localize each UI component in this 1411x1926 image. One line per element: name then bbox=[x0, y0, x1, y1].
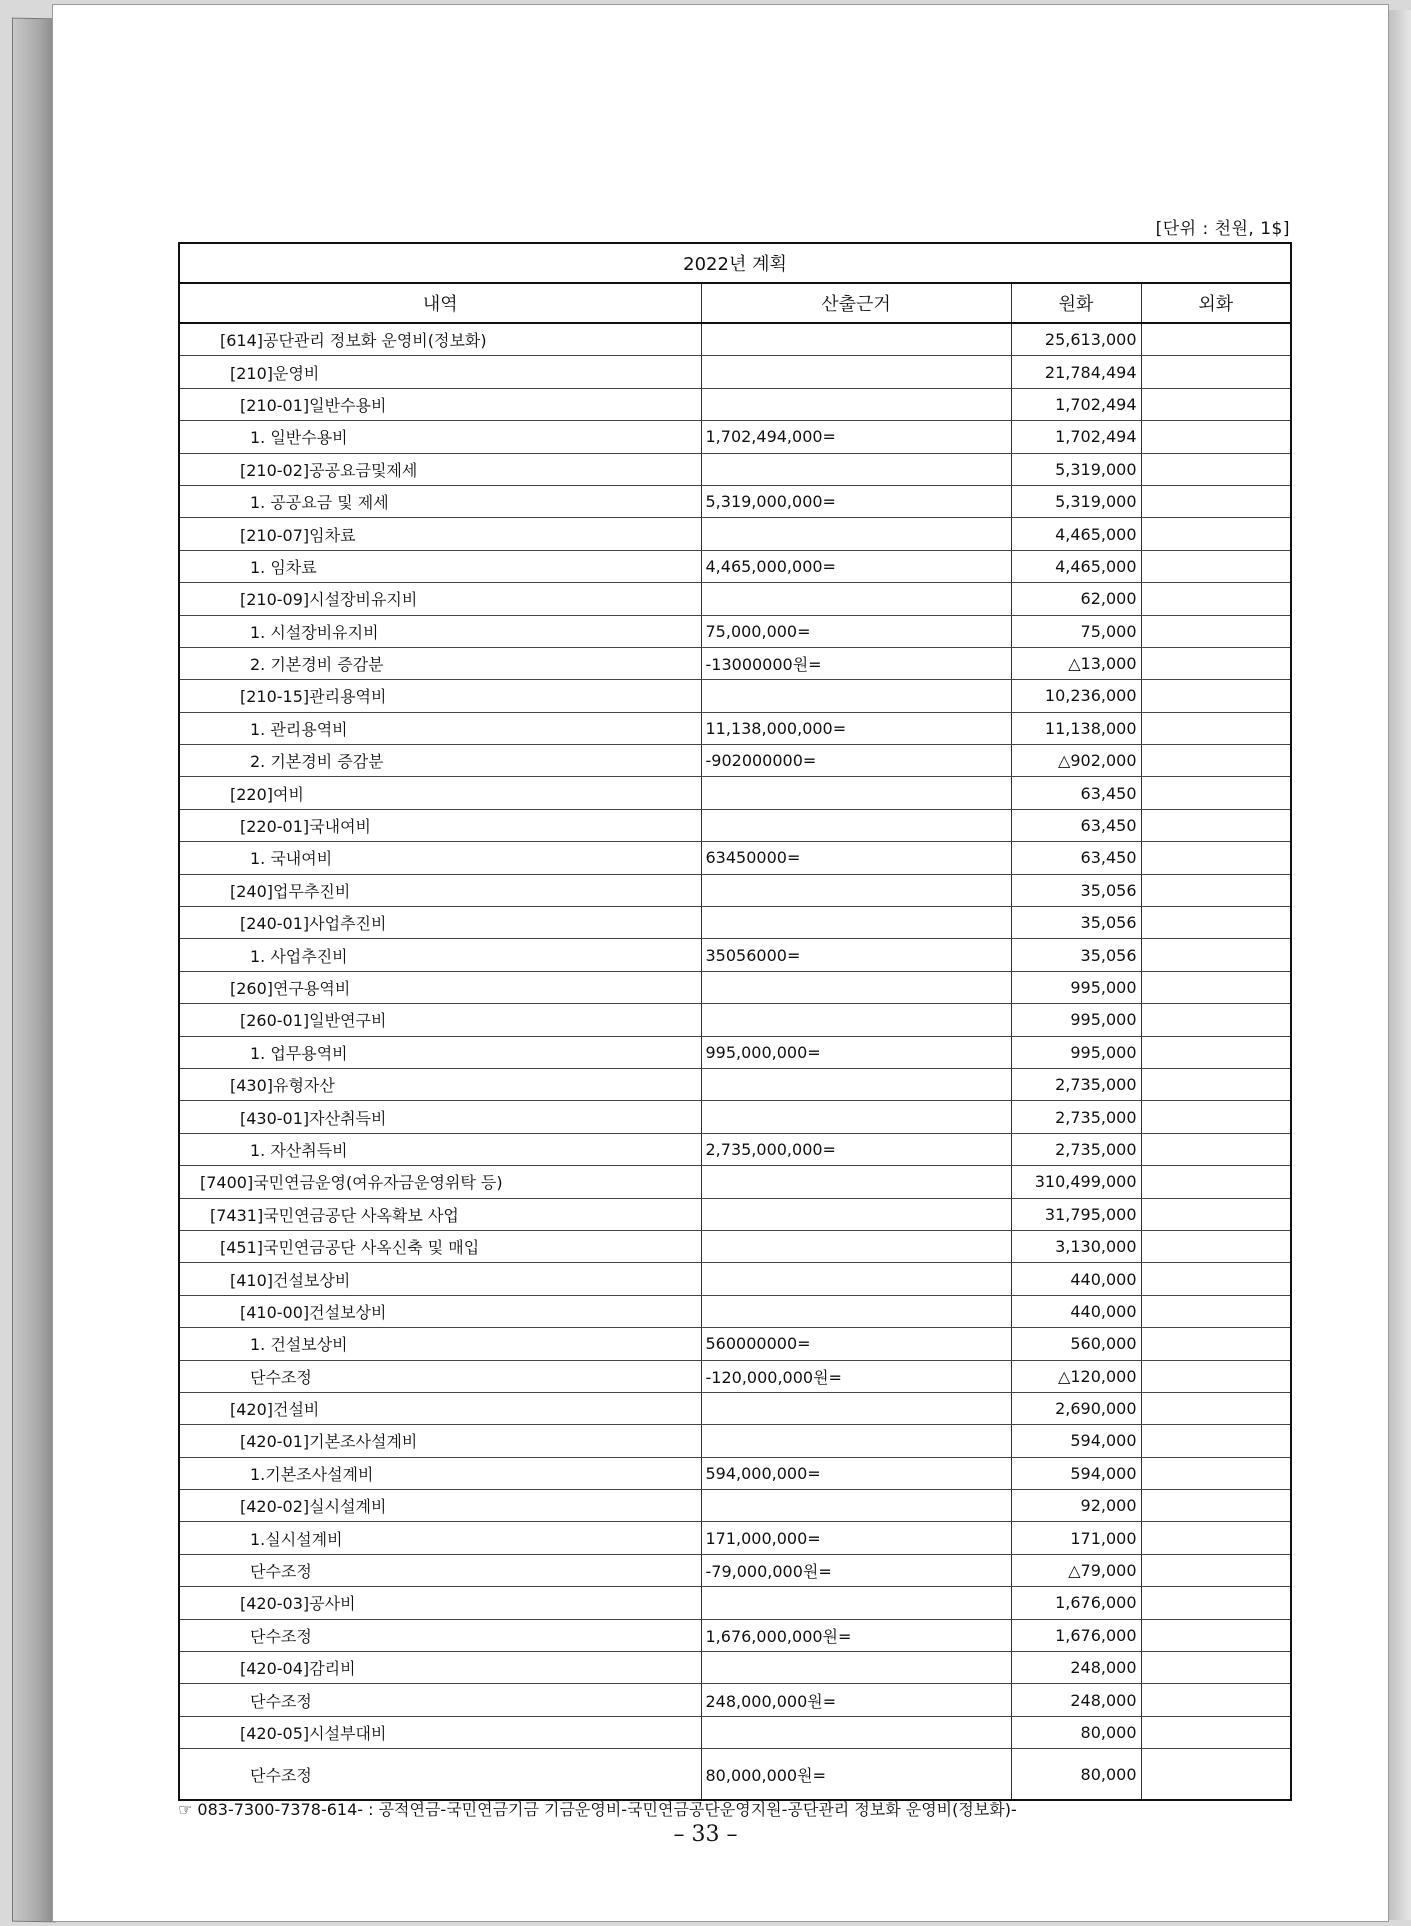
table-row bbox=[179, 421, 1291, 453]
row-basis: 594,000,000= bbox=[701, 1457, 1011, 1489]
row-description: [420-01]기본조사설계비 bbox=[179, 1425, 701, 1457]
row-basis: 80,000,000원= bbox=[701, 1749, 1011, 1801]
table-row bbox=[179, 1425, 1291, 1457]
row-foreign-amount bbox=[1141, 971, 1291, 1003]
row-description: 1. 시설장비유지비 bbox=[179, 615, 701, 647]
row-foreign-amount bbox=[1141, 1198, 1291, 1230]
row-description: [410-00]건설보상비 bbox=[179, 1295, 701, 1327]
row-foreign-amount bbox=[1141, 1133, 1291, 1165]
row-krw-amount: 594,000 bbox=[1011, 1457, 1141, 1489]
row-basis bbox=[701, 1230, 1011, 1262]
row-basis bbox=[701, 1425, 1011, 1457]
col-header-krw: 원화 bbox=[1011, 283, 1141, 323]
row-foreign-amount bbox=[1141, 1068, 1291, 1100]
row-krw-amount: 594,000 bbox=[1011, 1425, 1141, 1457]
row-foreign-amount bbox=[1141, 356, 1291, 388]
row-krw-amount: 1,676,000 bbox=[1011, 1619, 1141, 1651]
table-row bbox=[179, 1328, 1291, 1360]
row-foreign-amount bbox=[1141, 1295, 1291, 1327]
table-row bbox=[179, 1133, 1291, 1165]
row-foreign-amount bbox=[1141, 518, 1291, 550]
row-krw-amount: 92,000 bbox=[1011, 1490, 1141, 1522]
row-description: [430-01]자산취득비 bbox=[179, 1101, 701, 1133]
table-row bbox=[179, 1295, 1291, 1327]
row-basis bbox=[701, 323, 1011, 356]
row-foreign-amount bbox=[1141, 1587, 1291, 1619]
row-description: 1. 임차료 bbox=[179, 550, 701, 582]
row-krw-amount: 25,613,000 bbox=[1011, 323, 1141, 356]
row-basis: -79,000,000원= bbox=[701, 1554, 1011, 1586]
row-basis bbox=[701, 1392, 1011, 1424]
row-foreign-amount bbox=[1141, 680, 1291, 712]
table-row bbox=[179, 1230, 1291, 1262]
row-krw-amount: 63,450 bbox=[1011, 842, 1141, 874]
row-basis bbox=[701, 1068, 1011, 1100]
row-basis: 11,138,000,000= bbox=[701, 712, 1011, 744]
row-foreign-amount bbox=[1141, 1619, 1291, 1651]
table-row bbox=[179, 1198, 1291, 1230]
row-description: [220]여비 bbox=[179, 777, 701, 809]
row-description: 단수조정 bbox=[179, 1619, 701, 1651]
row-foreign-amount bbox=[1141, 1490, 1291, 1522]
row-krw-amount: 2,735,000 bbox=[1011, 1068, 1141, 1100]
budget-table bbox=[178, 242, 1292, 1801]
row-basis bbox=[701, 518, 1011, 550]
table-row bbox=[179, 323, 1291, 356]
row-description: 1. 관리용역비 bbox=[179, 712, 701, 744]
row-krw-amount: 2,735,000 bbox=[1011, 1101, 1141, 1133]
row-description: 단수조정 bbox=[179, 1749, 701, 1801]
row-description: [7400]국민연금운영(여유자금운영위탁 등) bbox=[179, 1166, 701, 1198]
row-description: [420-04]감리비 bbox=[179, 1652, 701, 1684]
table-row bbox=[179, 1166, 1291, 1198]
row-basis: 248,000,000원= bbox=[701, 1684, 1011, 1716]
row-foreign-amount bbox=[1141, 647, 1291, 679]
row-krw-amount: 248,000 bbox=[1011, 1652, 1141, 1684]
row-description: [420-05]시설부대비 bbox=[179, 1716, 701, 1748]
table-row bbox=[179, 615, 1291, 647]
table-row bbox=[179, 1036, 1291, 1068]
row-foreign-amount bbox=[1141, 453, 1291, 485]
row-basis bbox=[701, 1263, 1011, 1295]
row-foreign-amount bbox=[1141, 1716, 1291, 1748]
row-description: [260-01]일반연구비 bbox=[179, 1004, 701, 1036]
row-description: 1. 자산취득비 bbox=[179, 1133, 701, 1165]
row-krw-amount: 2,735,000 bbox=[1011, 1133, 1141, 1165]
row-basis: 63450000= bbox=[701, 842, 1011, 874]
row-basis bbox=[701, 1490, 1011, 1522]
row-krw-amount: 4,465,000 bbox=[1011, 518, 1141, 550]
row-description: [410]건설보상비 bbox=[179, 1263, 701, 1295]
row-krw-amount: 1,702,494 bbox=[1011, 388, 1141, 420]
row-basis: 560000000= bbox=[701, 1328, 1011, 1360]
row-description: 1. 건설보상비 bbox=[179, 1328, 701, 1360]
table-row bbox=[179, 647, 1291, 679]
row-krw-amount: 1,676,000 bbox=[1011, 1587, 1141, 1619]
row-foreign-amount bbox=[1141, 1684, 1291, 1716]
row-basis bbox=[701, 1716, 1011, 1748]
row-foreign-amount bbox=[1141, 1392, 1291, 1424]
table-row bbox=[179, 388, 1291, 420]
table-row bbox=[179, 874, 1291, 906]
row-basis: -13000000원= bbox=[701, 647, 1011, 679]
table-row bbox=[179, 680, 1291, 712]
row-basis: 1,702,494,000= bbox=[701, 421, 1011, 453]
row-krw-amount: 2,690,000 bbox=[1011, 1392, 1141, 1424]
col-header-description: 내역 bbox=[179, 283, 701, 323]
row-basis: 35056000= bbox=[701, 939, 1011, 971]
row-krw-amount: 80,000 bbox=[1011, 1716, 1141, 1748]
row-foreign-amount bbox=[1141, 1101, 1291, 1133]
row-basis bbox=[701, 907, 1011, 939]
row-basis: 171,000,000= bbox=[701, 1522, 1011, 1554]
row-krw-amount: 3,130,000 bbox=[1011, 1230, 1141, 1262]
row-basis: -120,000,000원= bbox=[701, 1360, 1011, 1392]
row-foreign-amount bbox=[1141, 550, 1291, 582]
page-number: – 33 – bbox=[673, 1822, 738, 1847]
year-header: 2022년 계획 bbox=[179, 243, 1291, 283]
table-row bbox=[179, 777, 1291, 809]
row-krw-amount: 35,056 bbox=[1011, 874, 1141, 906]
row-foreign-amount bbox=[1141, 1036, 1291, 1068]
row-basis: -902000000= bbox=[701, 745, 1011, 777]
row-foreign-amount bbox=[1141, 421, 1291, 453]
row-krw-amount: 75,000 bbox=[1011, 615, 1141, 647]
table-body bbox=[179, 323, 1291, 1800]
table-row bbox=[179, 1554, 1291, 1586]
row-description: [451]국민연금공단 사옥신축 및 매입 bbox=[179, 1230, 701, 1262]
row-foreign-amount bbox=[1141, 1522, 1291, 1554]
row-description: [220-01]국내여비 bbox=[179, 809, 701, 841]
footnote: ☞ 083-7300-7378-614- : 공적연금-국민연금기금 기금운영비-국민연금공단운영지원-공단관리 정보화 운영비(정보화)- bbox=[178, 1800, 1017, 1819]
row-krw-amount: 35,056 bbox=[1011, 907, 1141, 939]
row-krw-amount: 31,795,000 bbox=[1011, 1198, 1141, 1230]
row-foreign-amount bbox=[1141, 842, 1291, 874]
row-krw-amount: 560,000 bbox=[1011, 1328, 1141, 1360]
row-description: 2. 기본경비 증감분 bbox=[179, 745, 701, 777]
row-basis bbox=[701, 583, 1011, 615]
row-description: 단수조정 bbox=[179, 1554, 701, 1586]
row-foreign-amount bbox=[1141, 583, 1291, 615]
row-foreign-amount bbox=[1141, 1749, 1291, 1801]
row-foreign-amount bbox=[1141, 745, 1291, 777]
row-description: [240]업무추진비 bbox=[179, 874, 701, 906]
row-krw-amount: 440,000 bbox=[1011, 1295, 1141, 1327]
table-row bbox=[179, 1457, 1291, 1489]
row-basis bbox=[701, 809, 1011, 841]
row-krw-amount: 80,000 bbox=[1011, 1749, 1141, 1801]
table-row bbox=[179, 1749, 1291, 1801]
row-basis bbox=[701, 1652, 1011, 1684]
col-header-basis: 산출근거 bbox=[701, 283, 1011, 323]
table-row bbox=[179, 745, 1291, 777]
row-krw-amount: 63,450 bbox=[1011, 777, 1141, 809]
table-row bbox=[179, 809, 1291, 841]
row-foreign-amount bbox=[1141, 1457, 1291, 1489]
row-basis bbox=[701, 1295, 1011, 1327]
col-header-foreign: 외화 bbox=[1141, 283, 1291, 323]
row-foreign-amount bbox=[1141, 323, 1291, 356]
row-description: [614]공단관리 정보화 운영비(정보화) bbox=[179, 323, 701, 356]
row-basis bbox=[701, 1198, 1011, 1230]
table-row bbox=[179, 1619, 1291, 1651]
row-krw-amount: 11,138,000 bbox=[1011, 712, 1141, 744]
row-foreign-amount bbox=[1141, 1425, 1291, 1457]
row-description: 1.기본조사설계비 bbox=[179, 1457, 701, 1489]
row-description: [210-01]일반수용비 bbox=[179, 388, 701, 420]
row-description: [210-07]임차료 bbox=[179, 518, 701, 550]
row-basis bbox=[701, 1101, 1011, 1133]
row-basis bbox=[701, 680, 1011, 712]
row-foreign-amount bbox=[1141, 615, 1291, 647]
row-description: [420-03]공사비 bbox=[179, 1587, 701, 1619]
row-description: [420]건설비 bbox=[179, 1392, 701, 1424]
table-row bbox=[179, 550, 1291, 582]
row-basis bbox=[701, 1587, 1011, 1619]
row-krw-amount: 248,000 bbox=[1011, 1684, 1141, 1716]
row-foreign-amount bbox=[1141, 388, 1291, 420]
row-foreign-amount bbox=[1141, 1360, 1291, 1392]
table-row bbox=[179, 1263, 1291, 1295]
row-krw-amount: 995,000 bbox=[1011, 1004, 1141, 1036]
row-foreign-amount bbox=[1141, 1230, 1291, 1262]
row-basis bbox=[701, 971, 1011, 1003]
table-row bbox=[179, 1101, 1291, 1133]
table-row bbox=[179, 356, 1291, 388]
row-krw-amount: 440,000 bbox=[1011, 1263, 1141, 1295]
row-description: 1. 국내여비 bbox=[179, 842, 701, 874]
table-row bbox=[179, 485, 1291, 517]
row-basis bbox=[701, 356, 1011, 388]
row-description: 1. 사업추진비 bbox=[179, 939, 701, 971]
table-row bbox=[179, 518, 1291, 550]
row-krw-amount: 171,000 bbox=[1011, 1522, 1141, 1554]
row-description: [420-02]실시설계비 bbox=[179, 1490, 701, 1522]
row-description: 단수조정 bbox=[179, 1360, 701, 1392]
row-description: [430]유형자산 bbox=[179, 1068, 701, 1100]
row-foreign-amount bbox=[1141, 939, 1291, 971]
row-krw-amount: 4,465,000 bbox=[1011, 550, 1141, 582]
row-krw-amount: △120,000 bbox=[1011, 1360, 1141, 1392]
row-krw-amount: 5,319,000 bbox=[1011, 453, 1141, 485]
table-row bbox=[179, 1684, 1291, 1716]
row-basis bbox=[701, 388, 1011, 420]
table-header-row bbox=[179, 283, 1291, 323]
row-description: 1. 업무용역비 bbox=[179, 1036, 701, 1068]
table-row bbox=[179, 1490, 1291, 1522]
row-description: [260]연구용역비 bbox=[179, 971, 701, 1003]
table-row bbox=[179, 842, 1291, 874]
table-row bbox=[179, 1522, 1291, 1554]
row-basis bbox=[701, 777, 1011, 809]
row-description: [240-01]사업추진비 bbox=[179, 907, 701, 939]
row-basis: 4,465,000,000= bbox=[701, 550, 1011, 582]
row-basis bbox=[701, 1166, 1011, 1198]
row-description: [210]운영비 bbox=[179, 356, 701, 388]
row-description: 2. 기본경비 증감분 bbox=[179, 647, 701, 679]
row-krw-amount: 63,450 bbox=[1011, 809, 1141, 841]
table-row bbox=[179, 453, 1291, 485]
row-krw-amount: 35,056 bbox=[1011, 939, 1141, 971]
table-row bbox=[179, 1004, 1291, 1036]
row-krw-amount: 21,784,494 bbox=[1011, 356, 1141, 388]
row-foreign-amount bbox=[1141, 712, 1291, 744]
binder-edge-left bbox=[12, 18, 56, 1923]
row-description: [210-02]공공요금및제세 bbox=[179, 453, 701, 485]
row-foreign-amount bbox=[1141, 1166, 1291, 1198]
row-krw-amount: 1,702,494 bbox=[1011, 421, 1141, 453]
table-row bbox=[179, 712, 1291, 744]
page-shadow-right bbox=[1388, 10, 1411, 1920]
row-krw-amount: △902,000 bbox=[1011, 745, 1141, 777]
row-krw-amount: 310,499,000 bbox=[1011, 1166, 1141, 1198]
row-description: [210-09]시설장비유지비 bbox=[179, 583, 701, 615]
table-row bbox=[179, 971, 1291, 1003]
row-krw-amount: △79,000 bbox=[1011, 1554, 1141, 1586]
row-description: [7431]국민연금공단 사옥확보 사업 bbox=[179, 1198, 701, 1230]
table-row bbox=[179, 1652, 1291, 1684]
row-description: [210-15]관리용역비 bbox=[179, 680, 701, 712]
row-basis: 2,735,000,000= bbox=[701, 1133, 1011, 1165]
row-basis: 1,676,000,000원= bbox=[701, 1619, 1011, 1651]
unit-label: [단위 : 천원, 1$] bbox=[1155, 219, 1290, 239]
row-foreign-amount bbox=[1141, 809, 1291, 841]
row-foreign-amount bbox=[1141, 907, 1291, 939]
table-row bbox=[179, 1392, 1291, 1424]
row-foreign-amount bbox=[1141, 1004, 1291, 1036]
row-basis bbox=[701, 874, 1011, 906]
table-row bbox=[179, 939, 1291, 971]
row-foreign-amount bbox=[1141, 1263, 1291, 1295]
table-row bbox=[179, 1716, 1291, 1748]
row-basis bbox=[701, 1004, 1011, 1036]
table-row bbox=[179, 1360, 1291, 1392]
row-foreign-amount bbox=[1141, 1652, 1291, 1684]
row-krw-amount: 995,000 bbox=[1011, 971, 1141, 1003]
row-basis: 75,000,000= bbox=[701, 615, 1011, 647]
row-foreign-amount bbox=[1141, 1554, 1291, 1586]
table-row bbox=[179, 1587, 1291, 1619]
row-basis bbox=[701, 453, 1011, 485]
row-krw-amount: 5,319,000 bbox=[1011, 485, 1141, 517]
table-year-row bbox=[179, 243, 1291, 283]
row-foreign-amount bbox=[1141, 1328, 1291, 1360]
table-row bbox=[179, 583, 1291, 615]
row-krw-amount: 995,000 bbox=[1011, 1036, 1141, 1068]
table-row bbox=[179, 907, 1291, 939]
row-description: 1. 공공요금 및 제세 bbox=[179, 485, 701, 517]
row-krw-amount: 10,236,000 bbox=[1011, 680, 1141, 712]
table-row bbox=[179, 1068, 1291, 1100]
row-krw-amount: 62,000 bbox=[1011, 583, 1141, 615]
row-foreign-amount bbox=[1141, 874, 1291, 906]
row-description: 1.실시설계비 bbox=[179, 1522, 701, 1554]
row-basis: 5,319,000,000= bbox=[701, 485, 1011, 517]
row-description: 단수조정 bbox=[179, 1684, 701, 1716]
row-foreign-amount bbox=[1141, 485, 1291, 517]
row-description: 1. 일반수용비 bbox=[179, 421, 701, 453]
row-foreign-amount bbox=[1141, 777, 1291, 809]
row-basis: 995,000,000= bbox=[701, 1036, 1011, 1068]
row-krw-amount: △13,000 bbox=[1011, 647, 1141, 679]
